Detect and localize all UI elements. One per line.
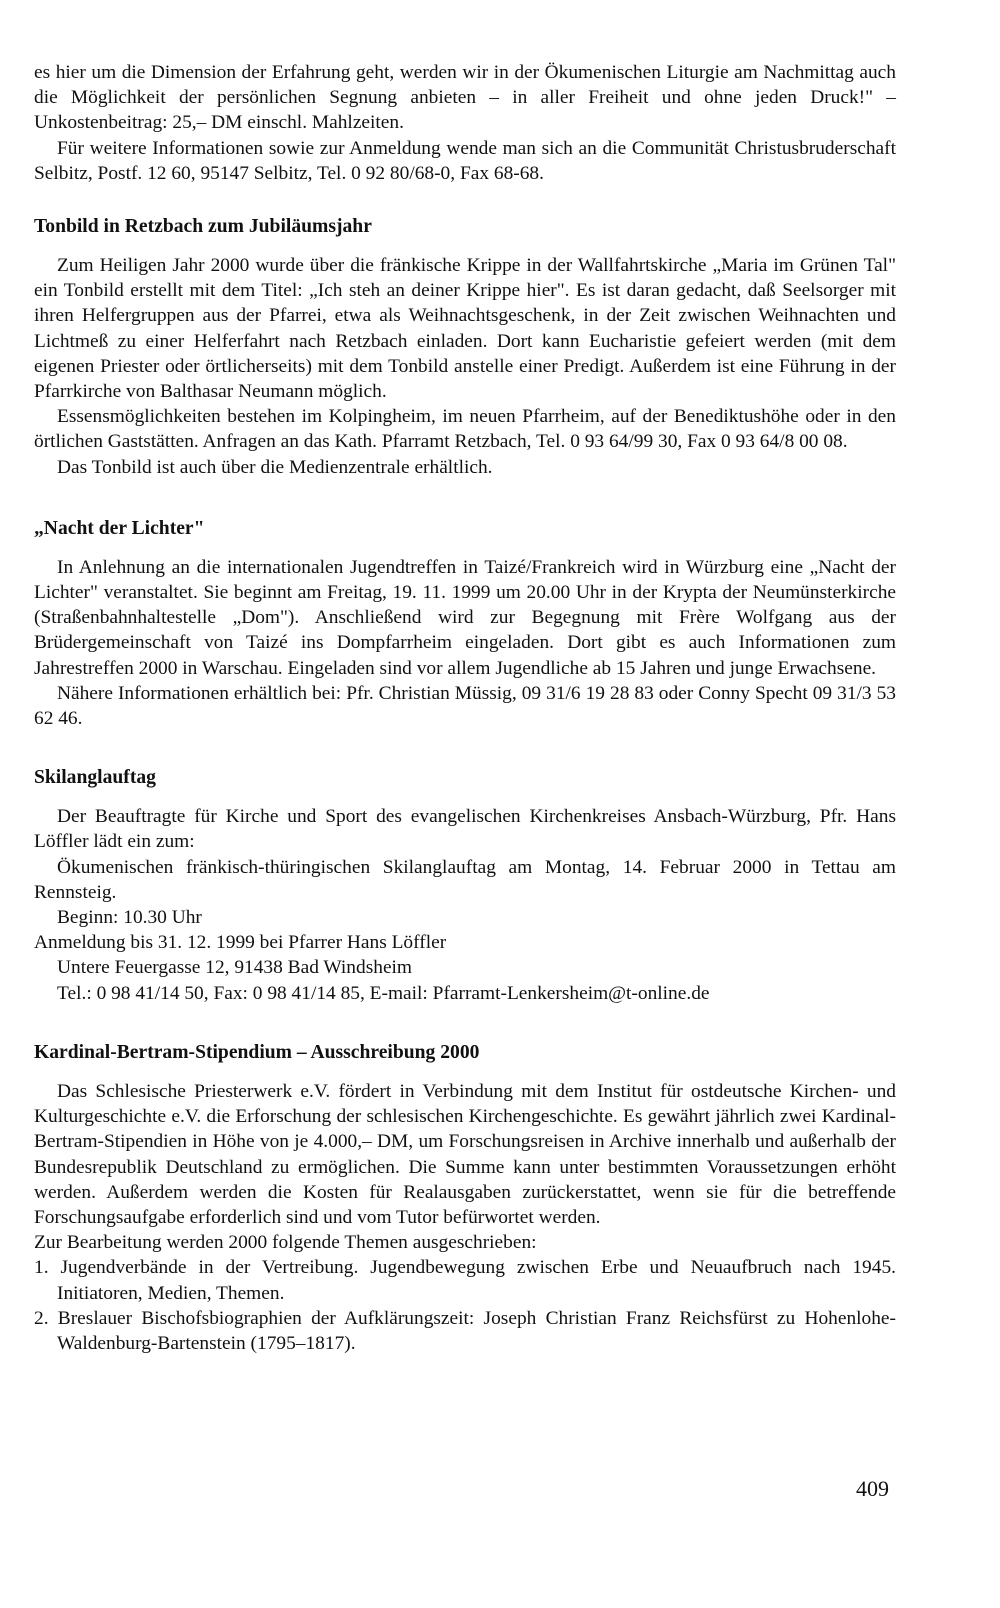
section-heading: Tonbild in Retzbach zum Jubiläumsjahr (34, 216, 372, 238)
paragraph: Zum Heiligen Jahr 2000 wurde über die fränkische Krippe in der Wallfahrtskirche „Maria im Grünen Tal" ein Tonbild erstellt mit dem Titel: „Ich steh an deiner Krippe hier". Es ist daran gedacht, daß Seelsorger mit ihren Helfergruppen aus der Pfarrei, etwa als Weihnachtsgeschenk, in der Zeit zwischen Weihnachten und Lichtmeß zu einer Helferfahrt nach Retzbach einladen. Dort kann Eucharistie gefeiert werden (mit dem eigenen Priester oder örtlicherseits) mit dem Tonbild anstelle einer Predigt. Außerdem ist eine Führung in der Pfarrkirche von Balthasar Neumann möglich. (34, 255, 896, 403)
paragraph: In Anlehnung an die internationalen Jugendtreffen in Taizé/Frankreich wird in Würzburg eine „Nacht der Lichter" veranstaltet. Sie beginnt am Freitag, 19. 11. 1999 um 20.00 Uhr in der Krypta der Neumünsterkirche (Straßenbahnhaltestelle „Dom"). Anschließend wird zur Begegnung mit Frère Wolfgang aus der Brüdergemeinschaft von Taizé ins Dompfarrheim eingeladen. Dort gibt es auch Informationen zum Jahrestreffen 2000 in Warschau. Eingeladen sind vor allem Jugendliche ab 15 Jahren und junge Erwachsene. (34, 556, 896, 679)
paragraph: Der Beauftragte für Kirche und Sport des evangelischen Kirchenkreises Ansbach-Würzburg, Pfr. Hans Löffler lädt ein zum: (34, 806, 896, 853)
list-item: 2. Breslauer Bischofsbiographien der Aufklärungszeit: Joseph Christian Franz Reichsfürst zu Hohenlohe-Waldenburg-Bartenstein (1795–1817). (34, 1307, 896, 1354)
paragraph: Zur Bearbeitung werden 2000 folgende Themen ausgeschrieben: (34, 1232, 537, 1254)
paragraph: Tel.: 0 98 41/14 50, Fax: 0 98 41/14 85, E-mail: Pfarramt-Lenkersheim@t-online.de (57, 982, 710, 1004)
paragraph: Das Schlesische Priesterwerk e.V. fördert in Verbindung mit dem Institut für ostdeutsche Kirchen- und Kulturgeschichte e.V. die Erforschung der schlesischen Kirchengeschichte. Es gewährt jährlich zwei Kardinal-Bertram-Stipendien in Höhe von je 4.000,– DM, um Forschungsreisen in Archive innerhalb und außerhalb der Bundesrepublik Deutschland zu ermöglichen. Die Summe kann unter bestimmten Voraussetzungen erhöht werden. Außerdem werden die Kosten für Realausgaben zurückerstattet, wenn sie für die betreffende Forschungsaufgabe erforderlich sind und vom Tutor befürwortet werden. (34, 1080, 896, 1228)
paragraph: Nähere Informationen erhältlich bei: Pfr. Christian Müssig, 09 31/6 19 28 83 oder Conny Specht 09 31/3 53 62 46. (34, 682, 896, 730)
section-heading: Kardinal-Bertram-Stipendium – Ausschreibung 2000 (34, 1041, 480, 1063)
paragraph: Beginn: 10.30 Uhr (57, 907, 202, 929)
paragraph: Essensmöglichkeiten bestehen im Kolpingheim, im neuen Pfarrheim, auf der Benediktushöhe oder in den örtlichen Gaststätten. Anfragen an das Kath. Pfarramt Retzbach, Tel. 0 93 64/99 30, Fax 0 93 64/8 00 08. (34, 406, 896, 453)
paragraph: Anmeldung bis 31. 12. 1999 bei Pfarrer Hans Löffler (34, 932, 447, 954)
paragraph: Das Tonbild ist auch über die Medienzentrale erhältlich. (57, 456, 493, 478)
section-heading: Skilanglauftag (34, 767, 156, 789)
intro-paragraph: Für weitere Informationen sowie zur Anmeldung wende man sich an die Communität Christusbruderschaft Selbitz, Postf. 12 60, 95147 Selbitz, Tel. 0 92 80/68-0, Fax 68-68. (34, 137, 896, 184)
section-kardinal-bertram (34, 1040, 896, 1356)
paragraph: Ökumenischen fränkisch-thüringischen Skilanglauftag am Montag, 14. Februar 2000 in Tettau am Rennsteig. (34, 856, 896, 903)
section-heading: „Nacht der Lichter" (34, 517, 205, 539)
intro-paragraph: es hier um die Dimension der Erfahrung geht, werden wir in der Ökumenischen Liturgie am Nachmittag auch die Möglichkeit der persönlichen Segnung anbieten – in aller Freiheit und ohne jeden Druck!" – Unkostenbeitrag: 25,– DM einschl. Mahlzeiten. (34, 62, 896, 134)
page-number: 409 (856, 1476, 889, 1501)
section-nacht-der-lichter (34, 516, 896, 731)
paragraph: Untere Feuergasse 12, 91438 Bad Windsheim (57, 957, 413, 979)
list-item: 1. Jugendverbände in der Vertreibung. Jugendbewegung zwischen Erbe und Neuaufbruch nach 1945. Initiatoren, Medien, Themen. (34, 1257, 896, 1304)
page-body (34, 60, 896, 1356)
section-tonbild (34, 214, 896, 480)
section-skilanglauftag (34, 765, 896, 1006)
